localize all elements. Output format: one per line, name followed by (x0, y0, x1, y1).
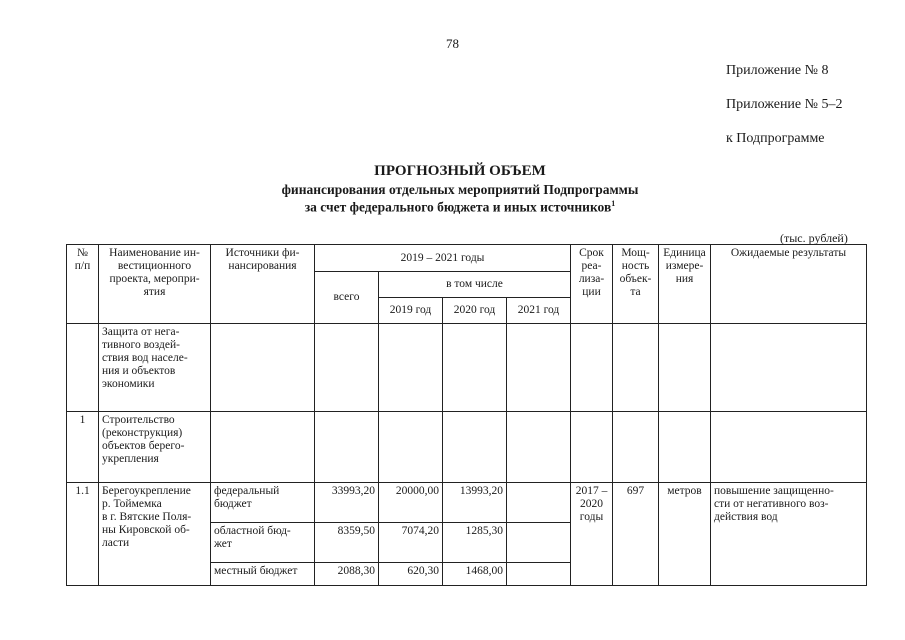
table-cell (507, 324, 571, 412)
financing-table (66, 244, 867, 586)
header-term-line: ции (582, 286, 601, 298)
table-cell (443, 324, 507, 412)
header-name-line: ятия (143, 286, 166, 298)
header-name (99, 245, 211, 324)
local-total: 2088,30 (315, 563, 379, 586)
header-name-line: проекта, меропри- (109, 273, 200, 285)
header-name-line: вестиционного (117, 260, 192, 272)
table-cell (507, 412, 571, 483)
row-section-name-line: ствия вод населе- (102, 352, 188, 364)
header-term-line: реа- (581, 260, 602, 272)
row-1-1-num: 1.1 (67, 483, 99, 586)
table-row-1-1-federal (67, 483, 867, 523)
table-cell (613, 324, 659, 412)
table-cell (613, 412, 659, 483)
federal-2020: 13993,20 (443, 483, 507, 523)
row-1-1-name-line: р. Тоймемка (102, 498, 162, 510)
local-2021 (507, 563, 571, 586)
row-1-1-results-line: действия вод (714, 511, 778, 523)
table-cell (711, 324, 867, 412)
row-section-name-line: Защита от нега- (102, 326, 180, 338)
federal-2019: 20000,00 (379, 483, 443, 523)
header-sources (211, 245, 315, 324)
header-row-1 (67, 245, 867, 272)
header-capacity-line: Мощ- (621, 247, 650, 259)
table-cell (379, 412, 443, 483)
table-cell (443, 412, 507, 483)
row-1-1-term-line: годы (579, 511, 604, 523)
table-cell (711, 412, 867, 483)
header-unit (659, 245, 711, 324)
table-cell (315, 324, 379, 412)
row-section-name-line: экономики (102, 378, 155, 390)
row-1-1-term-line: 2020 (580, 498, 603, 510)
row-1-name (99, 412, 211, 483)
row-1-1-results (711, 483, 867, 586)
table-cell (659, 412, 711, 483)
appendix-line-2: Приложение № 5–2 (726, 97, 843, 112)
row-1-1-term (571, 483, 613, 586)
table-cell (211, 324, 315, 412)
header-term-line: Срок (579, 247, 604, 259)
row-section-num (67, 324, 99, 412)
row-1-1-results-line: сти от негативного воз- (714, 498, 829, 510)
header-name-line: Наименование ин- (109, 247, 200, 259)
header-term (571, 245, 613, 324)
header-total: всего (315, 272, 379, 324)
header-including: в том числе (379, 272, 571, 298)
row-1-1-term-line: 2017 – (575, 485, 608, 497)
source-local-line: местный бюджет (214, 565, 298, 577)
header-2020: 2020 год (443, 298, 507, 324)
row-1-1-name-line: ны Кировской об- (102, 524, 190, 536)
appendix-line-1: Приложение № 8 (726, 63, 829, 78)
table-cell (211, 412, 315, 483)
row-1-1-name-line: в г. Вятские Поля- (102, 511, 192, 523)
row-1-name-line: укрепления (102, 453, 159, 465)
federal-total: 33993,20 (315, 483, 379, 523)
federal-2021 (507, 483, 571, 523)
header-term-line: лиза- (578, 273, 605, 285)
header-unit-line: измере- (665, 260, 704, 272)
table-row-section (67, 324, 867, 412)
page-number: 78 (446, 36, 459, 51)
source-federal-line: бюджет (214, 498, 252, 510)
header-period: 2019 – 2021 годы (315, 245, 571, 272)
appendix-line-3: к Подпрограмме (726, 131, 825, 146)
row-1-1-capacity: 697 (613, 483, 659, 586)
row-1-name-line: объектов берего- (102, 440, 185, 452)
header-sources-line: нансирования (228, 260, 297, 272)
table-cell (571, 412, 613, 483)
source-local (211, 563, 315, 586)
row-section-name-line: тивного воздей- (102, 339, 180, 351)
regional-2020: 1285,30 (443, 523, 507, 563)
regional-2021 (507, 523, 571, 563)
header-unit-line: ния (675, 273, 694, 285)
source-regional-line: областной бюд- (214, 525, 291, 537)
source-regional (211, 523, 315, 563)
local-2020: 1468,00 (443, 563, 507, 586)
header-num (67, 245, 99, 324)
row-1-1-results-line: повышение защищенно- (714, 485, 834, 497)
row-1-name-line: (реконструкция) (102, 427, 183, 439)
row-section-name-line: ния и объектов (102, 365, 176, 377)
row-1-name-line: Строительство (102, 414, 175, 426)
table-cell (315, 412, 379, 483)
header-unit-line: Единица (663, 247, 706, 259)
header-2019: 2019 год (379, 298, 443, 324)
footnote-mark: 1 (611, 199, 616, 208)
row-1-num: 1 (67, 412, 99, 483)
header-results: Ожидаемые результаты (711, 245, 867, 324)
header-capacity-line: ность (621, 260, 650, 272)
header-num-line: п/п (74, 260, 91, 272)
header-capacity-line: та (630, 286, 641, 298)
regional-2019: 7074,20 (379, 523, 443, 563)
row-section-name (99, 324, 211, 412)
row-1-1-unit: метров (659, 483, 711, 586)
regional-total: 8359,50 (315, 523, 379, 563)
header-capacity-line: объек- (619, 273, 652, 285)
source-federal (211, 483, 315, 523)
document-title: ПРОГНОЗНЫЙ ОБЪЕМ (374, 163, 546, 179)
header-num-line: № (77, 247, 88, 259)
source-regional-line: жет (214, 538, 232, 550)
document-subtitle-2 (180, 199, 740, 216)
table-cell (659, 324, 711, 412)
table-row-1 (67, 412, 867, 483)
row-1-1-name-line: Берегоукрепление (102, 485, 191, 497)
header-2021: 2021 год (507, 298, 571, 324)
document-subtitle-2-text: за счет федерального бюджета и иных источников (304, 199, 612, 215)
table-cell (379, 324, 443, 412)
header-sources-line: Источники фи- (225, 247, 300, 259)
row-1-1-name-line: ласти (102, 537, 130, 549)
local-2019: 620,30 (379, 563, 443, 586)
document-subtitle-1: финансирования отдельных мероприятий Подпрограммы (281, 182, 639, 197)
row-1-1-name (99, 483, 211, 586)
table-cell (571, 324, 613, 412)
header-capacity (613, 245, 659, 324)
units-note: (тыс. рублей) (780, 231, 848, 245)
source-federal-line: федеральный (214, 485, 280, 497)
